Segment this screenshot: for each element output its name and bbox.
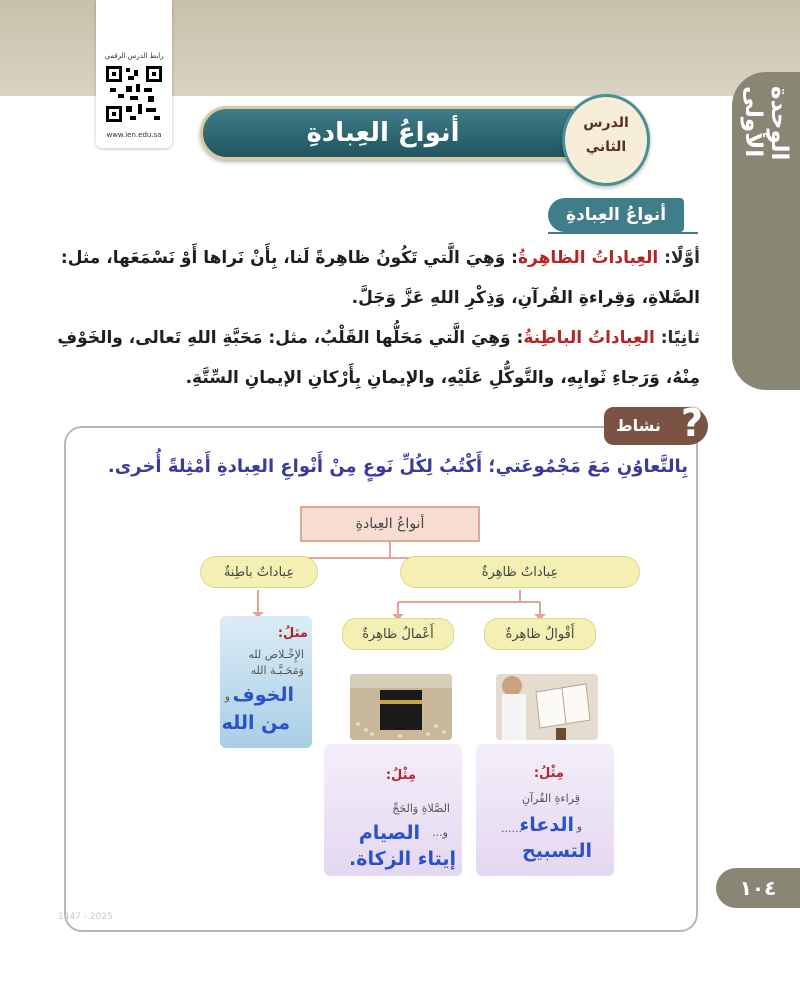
p2-term: العِباداتُ الباطِنةُ <box>523 328 655 348</box>
qr-url[interactable]: www.ien.edu.sa <box>106 131 162 139</box>
qr-label: رابط الدرس الرقمي <box>104 52 164 60</box>
inner-example-label: مثلُ: <box>277 626 308 641</box>
p1-rest: : وَهِيَ الَّتي تَكُونُ ظاهِرةً لَنا، بِأَنْ نَراها أَوْ نَسْمَعَها، مثل: <box>60 248 518 268</box>
lesson-badge-line1: الدرس <box>583 115 629 131</box>
tree-inner-pill: عِباداتٌ باطِنةٌ <box>200 556 318 588</box>
p1-term: العِباداتُ الظاهِرةُ <box>517 248 659 268</box>
activity-tab-label: نشاط <box>616 416 661 435</box>
tree-outer-pill: عِباداتٌ ظاهِرةٌ <box>400 556 640 588</box>
deeds-example-hand2[interactable]: إيتاء الزكاة. <box>349 848 456 870</box>
tree-root-pill: أنواعُ العِبادةِ <box>300 506 480 542</box>
section-heading: أنواعُ العِبادةِ <box>548 198 684 232</box>
unit-label: الوحدة الأولى <box>740 86 792 161</box>
inner-example-hand2[interactable]: من الله <box>221 712 290 734</box>
lesson-title: أنواعُ العِبادةِ <box>306 118 460 148</box>
inner-example-and: و <box>224 690 230 703</box>
activity-instruction: بِالتَّعاوُنِ مَعَ مَجْمُوعَتي؛ أَكْتُبُ لِكُلِّ نَوعٍ مِنْ أَنْواعِ العِبادةِ أَمْثِلةً أُخرى. <box>107 456 688 477</box>
sayings-example-hand2[interactable]: التسبيح <box>522 840 592 862</box>
p2-rest: : وَهِيَ الَّتي مَحَلُّها القَلْبُ، مثل: مَحَبَّةِ اللهِ تَعالى، والخَوْفِ <box>57 328 524 348</box>
footer-ghost-text: 1447 - 2025 <box>58 912 113 922</box>
tree-sayings-pill: أَقْوالٌ ظاهِرةٌ <box>484 618 596 650</box>
deeds-example-hand1[interactable]: الصيام <box>358 822 420 844</box>
deeds-example-line1: الصَّلاةِ وَالحَجِّ <box>392 802 450 815</box>
lesson-badge-line2: الثاني <box>585 139 627 155</box>
tree-deeds-pill: أَعْمالٌ ظاهِرةٌ <box>342 618 454 650</box>
kaaba-icon <box>350 674 452 740</box>
question-mark-icon: ? <box>680 401 704 445</box>
sayings-example-label: مِثْلُ: <box>533 766 564 781</box>
inner-example-hand1[interactable]: الخوف <box>232 684 294 706</box>
page-number: ١٠٤ <box>716 868 800 908</box>
inner-example-line1: الإِخْـلاص لله <box>248 648 304 661</box>
paragraph-1-line-2: الصَّلاةِ، وَقِراءةِ القُرآنِ، وَذِكْرِ اللهِ عَزَّ وَجَلَّ. <box>351 288 700 308</box>
sayings-example-and: و <box>576 820 582 833</box>
kaaba-photo <box>350 674 452 740</box>
sayings-example-dots: ...... <box>501 822 522 835</box>
inner-example-line2: وَمَحَـبَّـة الله <box>250 664 304 677</box>
deeds-example-label: مِثْلُ: <box>385 768 416 783</box>
sayings-example-line1: قِراءةِ القُرآنِ <box>522 792 580 805</box>
paragraph-2-line-2: مِنْهُ، وَرَجاءِ ثَوابِهِ، والتَّوكُّلِ عَلَيْهِ، والإيمانِ بِأَرْكانِ الإيمانِ السِّتَّةِ. <box>185 368 700 388</box>
p2-lead: ثانِيًا: <box>654 328 700 348</box>
p1-lead: أوَّلًا: <box>658 248 700 268</box>
deeds-example-and: و... <box>432 826 448 839</box>
quran-icon <box>496 674 598 740</box>
sayings-example-hand1[interactable]: الدعاء <box>519 814 574 836</box>
quran-reading-photo <box>496 674 598 740</box>
